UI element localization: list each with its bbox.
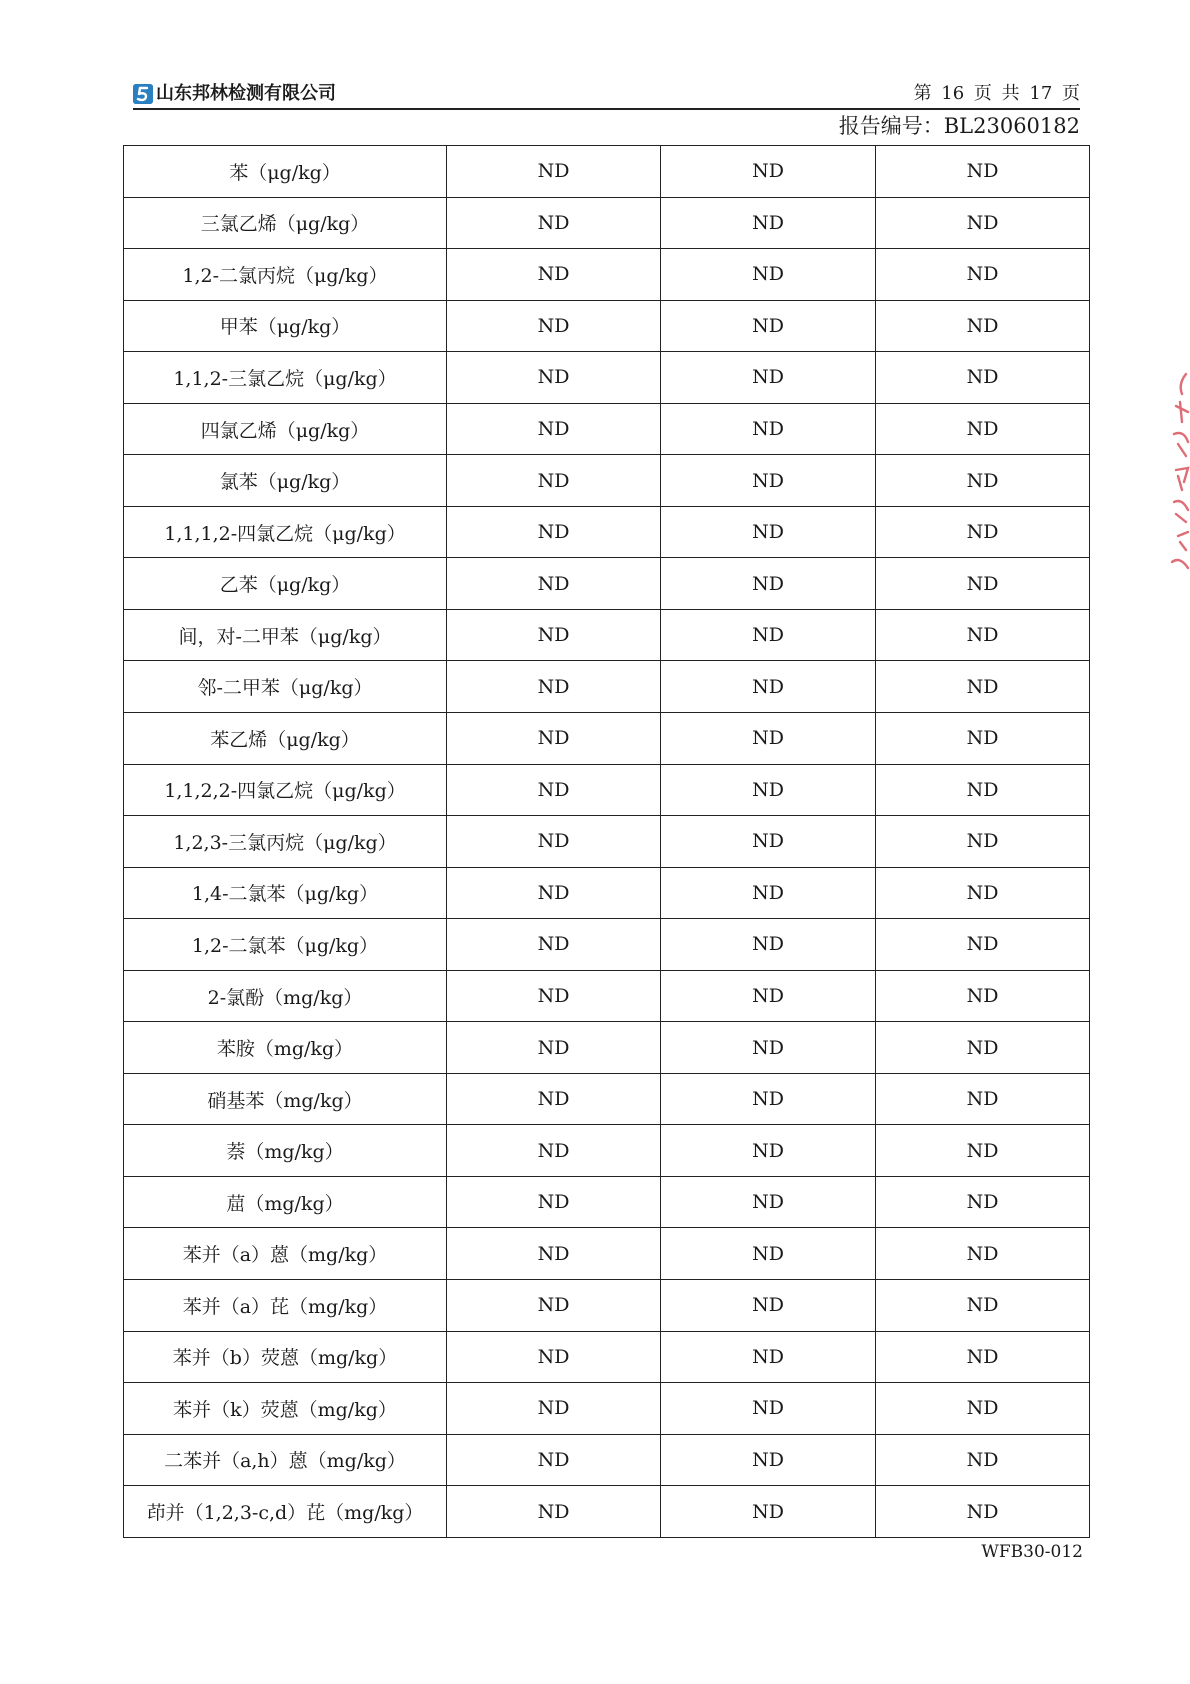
result-cell: ND bbox=[661, 713, 876, 765]
red-seal-stamp bbox=[1168, 372, 1190, 572]
table-row bbox=[124, 1022, 1090, 1074]
result-cell: ND bbox=[447, 1486, 661, 1538]
table-row bbox=[124, 919, 1090, 971]
table-row bbox=[124, 1125, 1090, 1177]
result-cell: ND bbox=[447, 403, 661, 455]
result-cell: ND bbox=[447, 352, 661, 404]
result-cell: ND bbox=[447, 558, 661, 610]
result-cell: ND bbox=[447, 1331, 661, 1383]
item-name-cell: 苯并（k）荧蒽（mg/kg） bbox=[124, 1383, 447, 1435]
item-name-cell: 四氯乙烯（μg/kg） bbox=[124, 403, 447, 455]
result-cell: ND bbox=[661, 764, 876, 816]
results-table bbox=[123, 145, 1090, 1538]
table-row bbox=[124, 558, 1090, 610]
result-cell: ND bbox=[876, 1383, 1090, 1435]
company-logo-icon bbox=[133, 84, 153, 104]
result-cell: ND bbox=[876, 352, 1090, 404]
result-cell: ND bbox=[876, 1486, 1090, 1538]
item-name-cell: 乙苯（μg/kg） bbox=[124, 558, 447, 610]
result-cell: ND bbox=[447, 1073, 661, 1125]
result-cell: ND bbox=[447, 455, 661, 507]
result-cell: ND bbox=[661, 249, 876, 301]
results-table-body bbox=[124, 146, 1090, 1538]
table-row bbox=[124, 609, 1090, 661]
item-name-cell: 甲苯（μg/kg） bbox=[124, 300, 447, 352]
table-row bbox=[124, 661, 1090, 713]
item-name-cell: 1,2,3-三氯丙烷（μg/kg） bbox=[124, 816, 447, 868]
item-name-cell: 2-氯酚（mg/kg） bbox=[124, 970, 447, 1022]
result-cell: ND bbox=[447, 816, 661, 868]
item-name-cell: 䓛（mg/kg） bbox=[124, 1176, 447, 1228]
result-cell: ND bbox=[661, 816, 876, 868]
item-name-cell: 邻-二甲苯（μg/kg） bbox=[124, 661, 447, 713]
table-row bbox=[124, 403, 1090, 455]
result-cell: ND bbox=[661, 1228, 876, 1280]
result-cell: ND bbox=[876, 1022, 1090, 1074]
result-cell: ND bbox=[876, 1434, 1090, 1486]
result-cell: ND bbox=[876, 455, 1090, 507]
company-name: 山东邦林检测有限公司 bbox=[156, 83, 336, 104]
result-cell: ND bbox=[661, 919, 876, 971]
result-cell: ND bbox=[447, 1228, 661, 1280]
page-number: 第 16 页 共 17 页 bbox=[913, 83, 1080, 104]
result-cell: ND bbox=[661, 558, 876, 610]
result-cell: ND bbox=[447, 146, 661, 198]
result-cell: ND bbox=[661, 146, 876, 198]
table-row bbox=[124, 352, 1090, 404]
table-row bbox=[124, 1176, 1090, 1228]
table-row bbox=[124, 1228, 1090, 1280]
result-cell: ND bbox=[661, 661, 876, 713]
item-name-cell: 萘（mg/kg） bbox=[124, 1125, 447, 1177]
result-cell: ND bbox=[661, 970, 876, 1022]
result-cell: ND bbox=[447, 1176, 661, 1228]
result-cell: ND bbox=[661, 1331, 876, 1383]
result-cell: ND bbox=[447, 300, 661, 352]
result-cell: ND bbox=[876, 816, 1090, 868]
result-cell: ND bbox=[661, 1073, 876, 1125]
table-row bbox=[124, 816, 1090, 868]
result-cell: ND bbox=[876, 558, 1090, 610]
result-cell: ND bbox=[447, 506, 661, 558]
item-name-cell: 苯并（b）荧蒽（mg/kg） bbox=[124, 1331, 447, 1383]
result-cell: ND bbox=[661, 352, 876, 404]
result-cell: ND bbox=[447, 1280, 661, 1332]
result-cell: ND bbox=[447, 1383, 661, 1435]
result-cell: ND bbox=[447, 1434, 661, 1486]
result-cell: ND bbox=[876, 1073, 1090, 1125]
result-cell: ND bbox=[447, 661, 661, 713]
result-cell: ND bbox=[661, 1383, 876, 1435]
result-cell: ND bbox=[661, 1434, 876, 1486]
table-row bbox=[124, 1434, 1090, 1486]
table-row bbox=[124, 970, 1090, 1022]
table-row bbox=[124, 455, 1090, 507]
item-name-cell: 1,4-二氯苯（μg/kg） bbox=[124, 867, 447, 919]
result-cell: ND bbox=[876, 713, 1090, 765]
item-name-cell: 苯乙烯（μg/kg） bbox=[124, 713, 447, 765]
item-name-cell: 硝基苯（mg/kg） bbox=[124, 1073, 447, 1125]
result-cell: ND bbox=[661, 1176, 876, 1228]
result-cell: ND bbox=[661, 1022, 876, 1074]
table-row bbox=[124, 249, 1090, 301]
result-cell: ND bbox=[876, 1280, 1090, 1332]
result-cell: ND bbox=[876, 403, 1090, 455]
table-row bbox=[124, 300, 1090, 352]
table-row bbox=[124, 146, 1090, 198]
item-name-cell: 苯并（a）蒽（mg/kg） bbox=[124, 1228, 447, 1280]
result-cell: ND bbox=[447, 249, 661, 301]
result-cell: ND bbox=[876, 197, 1090, 249]
result-cell: ND bbox=[661, 1125, 876, 1177]
result-cell: ND bbox=[876, 970, 1090, 1022]
result-cell: ND bbox=[876, 764, 1090, 816]
result-cell: ND bbox=[661, 1280, 876, 1332]
item-name-cell: 1,2-二氯丙烷（μg/kg） bbox=[124, 249, 447, 301]
table-row bbox=[124, 764, 1090, 816]
result-cell: ND bbox=[661, 197, 876, 249]
result-cell: ND bbox=[876, 1176, 1090, 1228]
page-header bbox=[133, 82, 1080, 110]
result-cell: ND bbox=[661, 1486, 876, 1538]
result-cell: ND bbox=[661, 403, 876, 455]
result-cell: ND bbox=[661, 455, 876, 507]
item-name-cell: 苯胺（mg/kg） bbox=[124, 1022, 447, 1074]
result-cell: ND bbox=[447, 1125, 661, 1177]
table-row bbox=[124, 1331, 1090, 1383]
item-name-cell: 苯（μg/kg） bbox=[124, 146, 447, 198]
item-name-cell: 间，对-二甲苯（μg/kg） bbox=[124, 609, 447, 661]
result-cell: ND bbox=[876, 300, 1090, 352]
result-cell: ND bbox=[876, 867, 1090, 919]
item-name-cell: 1,2-二氯苯（μg/kg） bbox=[124, 919, 447, 971]
item-name-cell: 苯并（a）芘（mg/kg） bbox=[124, 1280, 447, 1332]
item-name-cell: 1,1,1,2-四氯乙烷（μg/kg） bbox=[124, 506, 447, 558]
result-cell: ND bbox=[876, 1125, 1090, 1177]
item-name-cell: 茚并（1,2,3-c,d）芘（mg/kg） bbox=[124, 1486, 447, 1538]
header-rule bbox=[133, 108, 1080, 110]
table-row bbox=[124, 1073, 1090, 1125]
result-cell: ND bbox=[876, 506, 1090, 558]
result-cell: ND bbox=[661, 300, 876, 352]
result-cell: ND bbox=[447, 713, 661, 765]
table-row bbox=[124, 713, 1090, 765]
result-cell: ND bbox=[447, 609, 661, 661]
item-name-cell: 1,1,2-三氯乙烷（μg/kg） bbox=[124, 352, 447, 404]
table-row bbox=[124, 1486, 1090, 1538]
result-cell: ND bbox=[876, 1228, 1090, 1280]
result-cell: ND bbox=[447, 1022, 661, 1074]
result-cell: ND bbox=[447, 970, 661, 1022]
item-name-cell: 二苯并（a,h）蒽（mg/kg） bbox=[124, 1434, 447, 1486]
result-cell: ND bbox=[447, 764, 661, 816]
item-name-cell: 氯苯（μg/kg） bbox=[124, 455, 447, 507]
result-cell: ND bbox=[876, 609, 1090, 661]
item-name-cell: 1,1,2,2-四氯乙烷（μg/kg） bbox=[124, 764, 447, 816]
report-number: 报告编号：BL23060182 bbox=[838, 114, 1080, 138]
result-cell: ND bbox=[876, 1331, 1090, 1383]
table-row bbox=[124, 867, 1090, 919]
result-cell: ND bbox=[876, 249, 1090, 301]
result-cell: ND bbox=[661, 506, 876, 558]
result-cell: ND bbox=[876, 661, 1090, 713]
result-cell: ND bbox=[447, 867, 661, 919]
result-cell: ND bbox=[876, 146, 1090, 198]
form-code: WFB30-012 bbox=[981, 1542, 1083, 1562]
result-cell: ND bbox=[447, 919, 661, 971]
table-row bbox=[124, 197, 1090, 249]
result-cell: ND bbox=[876, 919, 1090, 971]
result-cell: ND bbox=[661, 609, 876, 661]
result-cell: ND bbox=[447, 197, 661, 249]
table-row bbox=[124, 1383, 1090, 1435]
result-cell: ND bbox=[661, 867, 876, 919]
table-row bbox=[124, 506, 1090, 558]
table-row bbox=[124, 1280, 1090, 1332]
item-name-cell: 三氯乙烯（μg/kg） bbox=[124, 197, 447, 249]
